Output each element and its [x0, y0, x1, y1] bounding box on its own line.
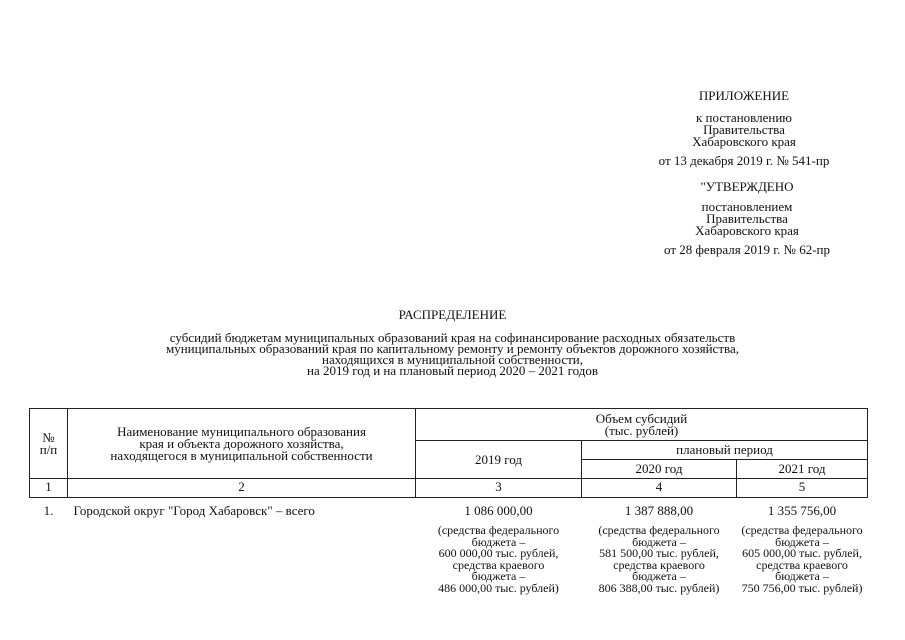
subsidy-table: [29, 408, 868, 594]
appendix-line: Правительства: [703, 122, 785, 137]
header-year-2019: 2019 год: [416, 441, 582, 479]
approved-date: от 28 февраля 2019 г. № 62-пр: [664, 242, 830, 257]
appendix-line: к постановлению: [695, 110, 793, 125]
doc-subtitle-line: находящихся в муниципальной собственности,: [322, 352, 583, 367]
column-numbers-row: [30, 479, 868, 498]
header-planned-period: плановый период: [582, 441, 868, 460]
appendix-stamp: [628, 90, 860, 167]
appendix-date: от 13 декабря 2019 г. № 541-пр: [658, 153, 830, 168]
total-2019: 1 086 000,00: [464, 503, 533, 518]
approved-line: постановлением: [701, 199, 793, 214]
approved-line: Хабаровского края: [695, 223, 799, 238]
approved-line: Правительства: [706, 211, 788, 226]
cell-2019: 1 086 000,00 (средства федерального бюджета – 600 000,00 тыс. рублей, средства краевого бюджета – 486 000,00 тыс. рублей): [416, 498, 582, 595]
cell-2020: 1 387 888,00 (средства федерального бюджета – 581 500,00 тыс. рублей, средства краевого бюджета – 806 388,00 тыс. рублей): [582, 498, 737, 595]
header-year-2020: 2020 год: [582, 460, 737, 479]
appendix-line: Хабаровского края: [692, 134, 796, 149]
row-name: Городской округ "Город Хабаровск" – всего: [73, 503, 315, 518]
doc-heading: РАСПРЕДЕЛЕНИЕ: [398, 307, 507, 322]
approved-stamp: [631, 181, 863, 256]
column-number: 4: [582, 479, 737, 498]
table-row: [30, 498, 868, 595]
total-2020: 1 387 888,00: [624, 503, 694, 518]
row-num: 1.: [43, 503, 54, 518]
header-num: № п/п: [30, 409, 68, 479]
cell-2021: 1 355 756,00 (средства федерального бюджета – 605 000,00 тыс. рублей, средства краевого бюджета – 750 756,00 тыс. рублей): [737, 498, 868, 595]
doc-subtitle-line: субсидий бюджетам муниципальных образований края на софинансирование расходных обязательств: [169, 330, 736, 345]
header-volume: Объем субсидий (тыс. рублей): [416, 409, 868, 441]
column-number: 3: [416, 479, 582, 498]
column-number: 1: [30, 479, 68, 498]
doc-subtitle-line: муниципальных образований края по капитальному ремонту и ремонту объектов дорожного хозяйства,: [166, 341, 739, 356]
doc-subtitle: [0, 332, 905, 376]
header-name: Наименование муниципального образования края и объекта дорожного хозяйства, находящегося в муниципальной собственности: [68, 409, 416, 479]
approved-title: "УТВЕРЖДЕНО: [700, 179, 794, 194]
doc-subtitle-line: на 2019 год и на плановый период 2020 – 2021 годов: [307, 363, 598, 378]
column-number: 2: [68, 479, 416, 498]
header-year-2021: 2021 год: [737, 460, 868, 479]
total-2021: 1 355 756,00: [767, 503, 837, 518]
appendix-title: ПРИЛОЖЕНИЕ: [698, 88, 790, 103]
column-number: 5: [737, 479, 868, 498]
